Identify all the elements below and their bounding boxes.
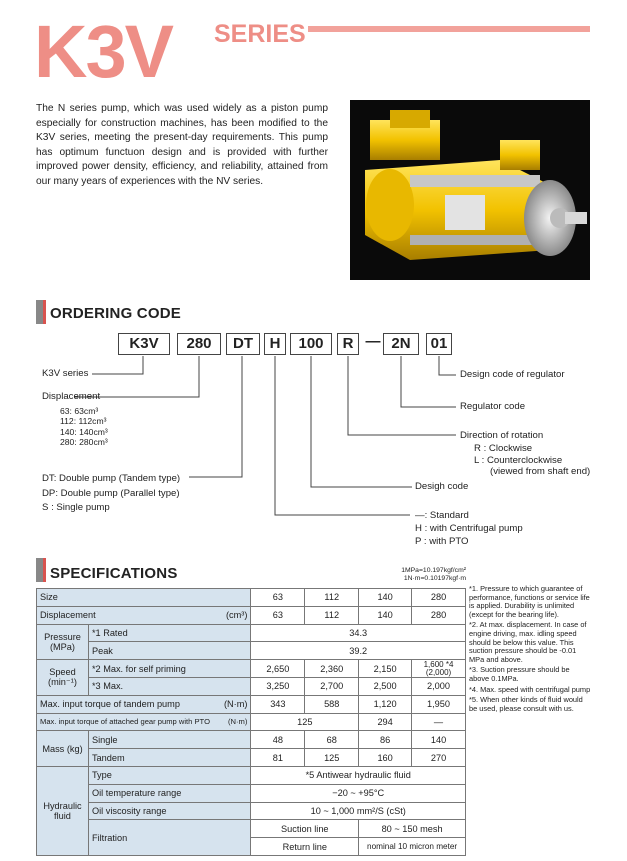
pump-type-item: DT: Double pump (Tandem type): [42, 473, 181, 484]
section-marker-accent: [43, 558, 46, 582]
table-cell: 63: [251, 606, 305, 624]
table-cell: 2,650: [251, 660, 305, 678]
table-cell: 1,600 *4 (2,000): [412, 660, 466, 678]
table-row: [37, 766, 466, 784]
code-dash: —: [365, 333, 381, 350]
table-cell: 112: [305, 589, 359, 607]
disp-item: 280: 280cm³: [60, 437, 108, 448]
cell-unit: (cm³): [225, 610, 248, 621]
table-row: [37, 784, 466, 802]
table-row: [37, 749, 466, 767]
footnote: *4. Max. speed with centrifugal pump: [469, 684, 591, 694]
table-row: [37, 624, 466, 642]
label-opt-h: H : with Centrifugal pump: [415, 523, 523, 534]
table-cell: 280: [412, 606, 466, 624]
series-title: K3V: [34, 10, 172, 93]
cell-label: Max. input torque of tandem pump: [40, 699, 180, 710]
code-box-reg-design: 01: [426, 333, 452, 355]
table-row: [37, 589, 466, 607]
code-box-displacement: 280: [177, 333, 221, 355]
code-box-regulator: 2N: [383, 333, 419, 355]
table-cell: 140: [359, 589, 412, 607]
pump-type-list: [42, 472, 180, 516]
row-label-torque-tandem: [37, 695, 251, 713]
code-box-pump-type: DT: [226, 333, 260, 355]
table-cell: 48: [251, 731, 305, 749]
label-opt-p: P : with PTO: [415, 536, 469, 547]
label-direction: Direction of rotation: [460, 430, 544, 441]
row-label-size: Size: [37, 589, 251, 607]
table-cell: 1,950: [412, 695, 466, 713]
table-cell: 2,700: [305, 677, 359, 695]
table-cell: 2,360: [305, 660, 359, 678]
unit-conversion-note: [380, 567, 466, 583]
label-design-code: Desigh code: [415, 481, 469, 492]
specifications-table: [36, 588, 466, 856]
table-cell: *5 Antiwear hydraulic fluid: [251, 766, 466, 784]
table-cell: 280: [412, 589, 466, 607]
code-box-direction: R: [337, 333, 359, 355]
code-box-option: H: [264, 333, 286, 355]
row-label-pressure: Pressure (MPa): [37, 624, 89, 660]
table-cell: 140: [412, 731, 466, 749]
row-sublabel-rated: *1 Rated: [88, 624, 250, 642]
row-sublabel-oil-viscosity: Oil viscosity range: [88, 802, 250, 820]
spec-footnotes: [469, 585, 591, 715]
table-row: [37, 606, 466, 624]
row-sublabel-self-priming: *2 Max. for self priming: [88, 660, 250, 678]
table-cell: 2,500: [359, 677, 412, 695]
label-displacement: Displacement: [42, 391, 101, 402]
disp-item: 140: 140cm³: [60, 426, 108, 437]
label-opt-standard: —: Standard: [415, 510, 469, 521]
row-sublabel-tandem: Tandem: [88, 749, 250, 767]
table-cell: 10 ~ 1,000 mm²/S (cSt): [251, 802, 466, 820]
unit-note-mpa: 1MPa=10.197kgf/cm²: [401, 567, 466, 574]
table-cell: 343: [251, 695, 305, 713]
footnote: *5. When other kinds of fluid would be used, please consult with us.: [469, 695, 583, 713]
cell-label: Max. input torque of attached gear pump with PTO: [40, 717, 210, 727]
table-row: [37, 820, 466, 838]
row-label-hydraulic-fluid: Hydraulic fluid: [37, 766, 89, 855]
code-box-design: 100: [290, 333, 332, 355]
series-label: SERIES: [214, 20, 306, 48]
row-sublabel-single: Single: [88, 731, 250, 749]
displacement-list: [60, 406, 108, 448]
table-row: [37, 677, 466, 695]
ordering-code-heading: ORDERING CODE: [50, 305, 181, 322]
pump-type-item: S : Single pump: [42, 502, 110, 514]
code-box-series: K3V: [118, 333, 170, 355]
row-label-displacement: [37, 606, 251, 624]
table-row: [37, 660, 466, 678]
intro-paragraph: The N series pump, which was used widely as a piston pump especially for construction machines, has been modified to the K3V series, meeting the present-day requirements. This pump has optimum functuon design and is provided with further improved power density, efficiency, and reliability, attained from our many years of experiences with the NV series.: [36, 103, 328, 187]
table-cell: 68: [305, 731, 359, 749]
section-marker: [36, 558, 43, 582]
table-cell: 1,120: [359, 695, 412, 713]
row-sublabel-oil-temp: Oil temperature range: [88, 784, 250, 802]
table-cell: 112: [305, 606, 359, 624]
label-dir-l: L : Counterclockwise: [474, 455, 563, 466]
row-label-mass: Mass (kg): [37, 731, 89, 767]
specifications-heading: SPECIFICATIONS: [50, 565, 178, 582]
cell-unit: (N·m): [223, 699, 248, 710]
label-dir-r: R : Clockwise: [474, 443, 533, 454]
table-cell: 588: [305, 695, 359, 713]
table-cell: 81: [251, 749, 305, 767]
row-sublabel-max: *3 Max.: [88, 677, 250, 695]
row-sublabel-type: Type: [88, 766, 250, 784]
cell-unit: (N·m): [228, 717, 248, 727]
table-cell: 2,150: [359, 660, 412, 678]
table-cell: nominal 10 micron meter: [359, 838, 466, 856]
table-cell: 2,000: [412, 677, 466, 695]
table-cell: Suction line: [251, 820, 359, 838]
table-cell: 86: [359, 731, 412, 749]
row-sublabel-filtration: Filtration: [88, 820, 250, 856]
disp-item: 112: 112cm³: [60, 416, 107, 427]
row-label-speed: Speed (min⁻¹): [37, 660, 89, 696]
label-regulator-code: Regulator code: [460, 401, 526, 412]
label-k3v-series: K3V series: [42, 368, 89, 379]
table-cell: 63: [251, 589, 305, 607]
table-cell: 39.2: [251, 642, 466, 660]
table-row: [37, 731, 466, 749]
table-cell: —: [412, 713, 466, 731]
row-label-torque-pto: [37, 713, 251, 731]
row-sublabel-peak: Peak: [88, 642, 250, 660]
table-cell: 3,250: [251, 677, 305, 695]
table-cell: 125: [251, 713, 359, 731]
table-cell: 34.3: [251, 624, 466, 642]
table-cell: 294: [359, 713, 412, 731]
label-design-code-regulator: Design code of regulator: [460, 369, 565, 380]
table-cell: 80 ~ 150 mesh: [359, 820, 466, 838]
table-cell: Return line: [251, 838, 359, 856]
table-cell: 140: [359, 606, 412, 624]
disp-item: 63: 63cm³: [60, 406, 99, 416]
pump-type-item: DP: Double pump (Parallel type): [42, 487, 180, 499]
footnote: *3. Suction pressure should be above 0.1MPa.: [469, 665, 570, 683]
cell-label: Displacement: [40, 610, 96, 621]
table-row: [37, 713, 466, 731]
table-row: [37, 642, 466, 660]
unit-note-nm: 1N·m=0.10197kgf·m: [403, 575, 466, 582]
table-cell: 160: [359, 749, 412, 767]
table-cell: 270: [412, 749, 466, 767]
label-dir-note: (viewed from shaft end): [490, 466, 591, 477]
table-row: [37, 695, 466, 713]
footnote: *1. Pressure to which guarantee of performance, functions or service life is applied. Durability is unlimited (except for the bearing life).: [469, 584, 590, 619]
footnote: *2. At max. displacement. In case of engine driving, max. idling speed should be below this value. This suction pressure should be -0.01 MPa and above.: [469, 620, 587, 664]
table-cell: −20 ~ +95°C: [251, 784, 466, 802]
table-cell: 125: [305, 749, 359, 767]
table-row: [37, 802, 466, 820]
